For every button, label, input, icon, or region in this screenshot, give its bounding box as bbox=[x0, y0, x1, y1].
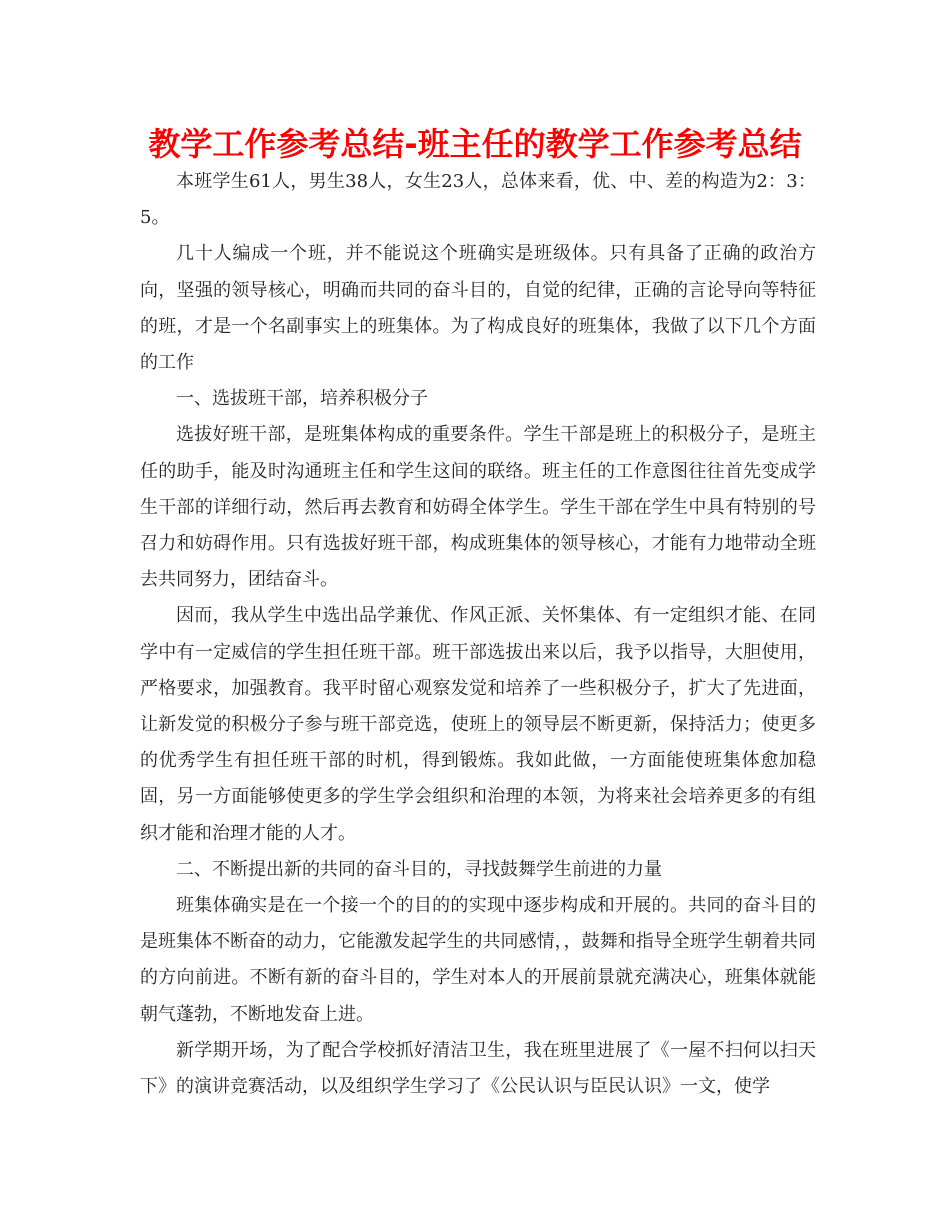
section-heading-1: 一、选拔班干部，培养积极分子 bbox=[176, 388, 428, 410]
paragraph-class-collective: 几十人编成一个班，并不能说这个班确实是班级体。只有具备了正确的政治方向，坚强的领导核心，明确而共同的奋斗目的，自觉的纪律，正确的言论导向等特征的班，才是一个名副事实上的班集体。为了构成良好的班集体，我做了以下几个方面的工作 bbox=[140, 243, 816, 374]
document-body bbox=[140, 164, 816, 1105]
paragraph-class-stats: 本班学生61人，男生38人，女生23人，总体来看，优、中、差的构造为2：3：5。 bbox=[140, 171, 816, 229]
paragraph-new-semester: 新学期开场，为了配合学校抓好清洁卫生，我在班里进展了《一屋不扫何以扫天下》的演讲竞赛活动，以及组织学生学习了《公民认识与臣民认识》一文，使学 bbox=[140, 1039, 816, 1098]
paragraph-common-goals: 班集体确实是在一个接一个的目的的实现中逐步构成和开展的。共同的奋斗目的是班集体不断奋的动力，它能激发起学生的共同感情，，鼓舞和指导全班学生朝着共同的方向前进。不断有新的奋斗目的，学生对本人的开展前景就充满决心，班集体就能朝气蓬勃，不断地发奋上进。 bbox=[140, 895, 816, 1025]
document-title: 教学工作参考总结-班主任的教学工作参考总结 bbox=[148, 125, 802, 163]
section-heading-2: 二、不断提出新的共同的奋斗目的，寻找鼓舞学生前进的力量 bbox=[176, 858, 662, 880]
paragraph-cadre-selection: 选拔好班干部，是班集体构成的重要条件。学生干部是班上的积极分子，是班主任的助手，能及时沟通班主任和学生这间的联络。班主任的工作意图往往首先变成学生干部的详细行动，然后再去教育和妨碍全体学生。学生干部在学生中具有特别的号召力和妨碍作用。只有选拔好班干部，构成班集体的领导核心，才能有力地带动全班去共同努力，团结奋斗。 bbox=[140, 424, 816, 591]
paragraph-cadre-training: 因而，我从学生中选出品学兼优、作风正派、关怀集体、有一定组织才能、在同学中有一定威信的学生担任班干部。班干部选拔出来以后，我予以指导，大胆使用，严格要求，加强教育。我平时留心观察发觉和培养了一些积极分子，扩大了先进面，让新发觉的积极分子参与班干部竞选，使班上的领导层不断更新，保持活力；使更多的优秀学生有担任班干部的时机，得到锻炼。我如此做，一方面能使班集体愈加稳固，另一方面能够使更多的学生学会组织和治理的本领，为将来社会培养更多的有组织才能和治理才能的人才。 bbox=[140, 605, 816, 844]
